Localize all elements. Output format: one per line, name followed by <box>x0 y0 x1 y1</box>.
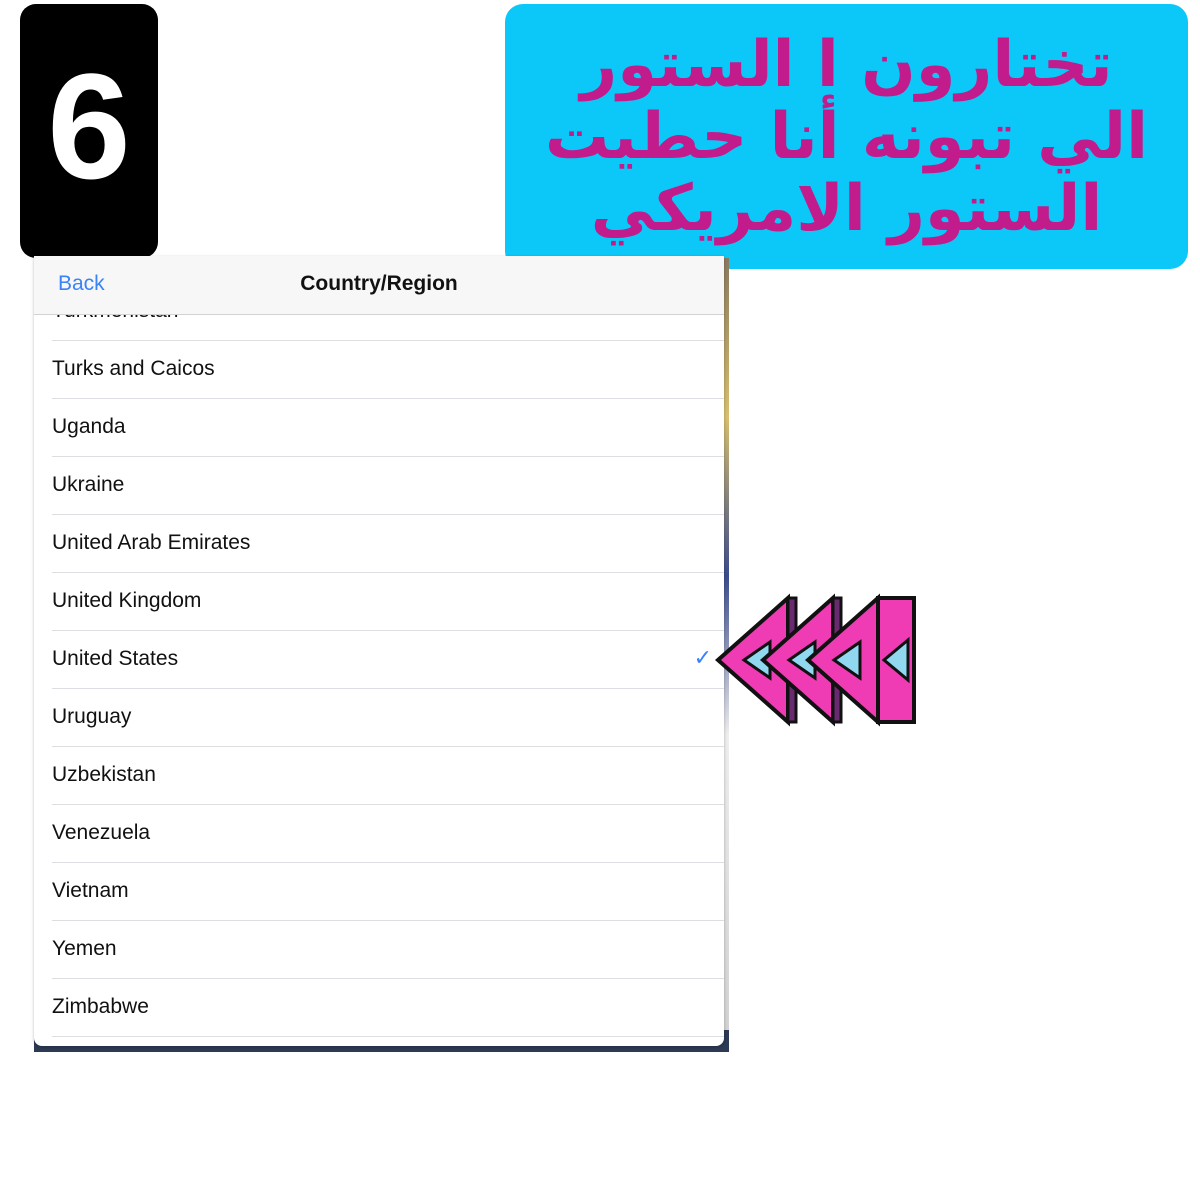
instruction-banner <box>505 4 1188 269</box>
country-label: Ukraine <box>52 473 125 496</box>
country-label: United Arab Emirates <box>52 531 251 554</box>
checkmark-icon: ✓ <box>693 645 712 670</box>
navigation-bar <box>34 256 724 315</box>
country-label: Uzbekistan <box>52 763 156 786</box>
country-row[interactable] <box>52 747 724 805</box>
country-list[interactable] <box>34 283 724 1037</box>
country-region-popover <box>34 256 724 1046</box>
country-row[interactable] <box>52 341 724 399</box>
country-label: Vietnam <box>52 879 129 902</box>
country-label: Uruguay <box>52 705 132 728</box>
step-number-badge <box>20 4 158 258</box>
country-row[interactable] <box>52 399 724 457</box>
pointer-arrows-icon <box>708 592 928 732</box>
country-row[interactable] <box>52 457 724 515</box>
country-row[interactable] <box>52 515 724 573</box>
country-label: Zimbabwe <box>52 995 149 1018</box>
country-label: Uganda <box>52 415 126 438</box>
country-row-selected[interactable] <box>52 631 724 689</box>
country-label: Turks and Caicos <box>52 357 215 380</box>
country-row[interactable] <box>52 573 724 631</box>
instruction-text: تختارون ا الستور الي تبونه أنا حطيت الستور الامريكي <box>544 27 1149 246</box>
country-label: Venezuela <box>52 821 151 844</box>
back-button[interactable]: Back <box>58 272 105 295</box>
country-row[interactable] <box>52 921 724 979</box>
country-row[interactable] <box>52 979 724 1037</box>
country-label: Yemen <box>52 937 117 960</box>
country-row[interactable] <box>52 863 724 921</box>
country-label: United Kingdom <box>52 589 202 612</box>
country-row[interactable] <box>52 805 724 863</box>
country-row[interactable] <box>52 689 724 747</box>
page-title: Country/Region <box>300 272 458 295</box>
step-number: 6 <box>47 42 131 210</box>
country-label: United States <box>52 647 179 670</box>
